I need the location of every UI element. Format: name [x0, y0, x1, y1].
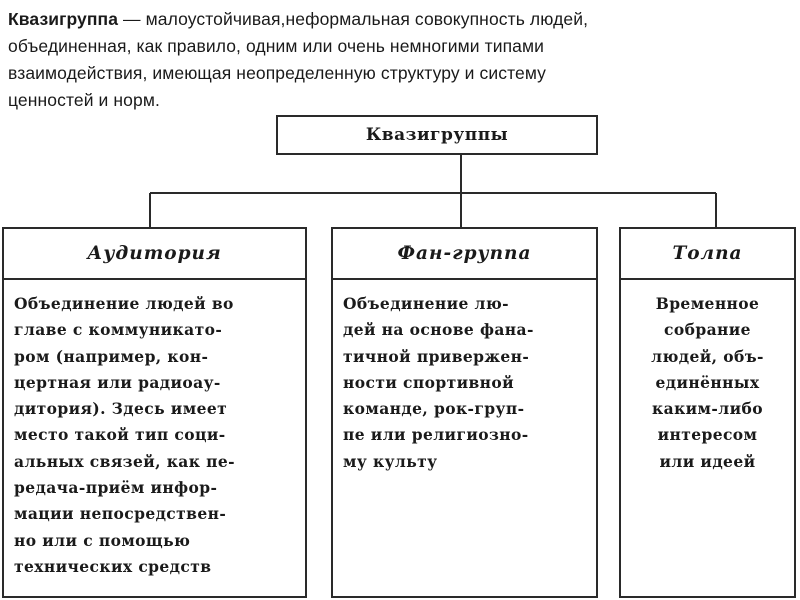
intro-line: объединенная, как правило, одним или очень немногими типами	[8, 36, 544, 56]
node-description	[2, 278, 307, 598]
intro-line: ценностей и норм.	[8, 90, 160, 110]
description-line: пе или религиозно-	[343, 425, 529, 445]
description-line: технических средств	[14, 556, 212, 576]
description-line: Временное	[655, 294, 760, 313]
node-auditoriya	[2, 227, 307, 598]
description-line: му культу	[343, 451, 438, 471]
description-line: мации непосредствен-	[14, 504, 227, 524]
node-fan-gruppa	[331, 227, 598, 598]
description-line: ром (например, кон-	[14, 346, 209, 366]
description-line: или идеей	[659, 451, 756, 471]
description-line: но или с помощью	[14, 530, 191, 550]
description-line: главе с коммуникато-	[14, 320, 223, 340]
description-line: ности спортивной	[343, 372, 515, 392]
intro-line: — малоустойчивая,неформальная совокупность людей,	[118, 9, 589, 29]
description-line: Объединение людей во	[14, 294, 234, 313]
node-description	[619, 278, 796, 598]
description-line: интересом	[657, 425, 758, 445]
description-line: место такой тип соци-	[14, 425, 226, 445]
node-title: Толпа	[619, 227, 796, 280]
description-line: каким-либо	[652, 399, 763, 419]
description-line: тичной привержен-	[343, 346, 530, 366]
description-line: цертная или радиоау-	[14, 372, 221, 392]
description-line: Объединение лю-	[343, 294, 509, 313]
intro-line: взаимодействия, имеющая неопределенную структуру и систему	[8, 63, 547, 83]
root-node-label: Квазигруппы	[365, 125, 509, 145]
node-description	[331, 278, 598, 598]
description-line: дитория). Здесь имеет	[14, 399, 228, 419]
node-title: Аудитория	[2, 227, 307, 280]
node-tolpa	[619, 227, 796, 598]
node-title: Фан-группа	[331, 227, 598, 280]
root-node	[276, 115, 598, 155]
description-line: команде, рок-груп-	[343, 399, 525, 419]
description-line: альных связей, как пе-	[14, 451, 235, 471]
description-line: собрание	[664, 320, 751, 340]
description-line: единённых	[655, 372, 760, 392]
intro-term: Квазигруппа	[8, 9, 119, 29]
description-line: редача-приём инфор-	[14, 478, 218, 498]
description-line: дей на основе фана-	[343, 320, 534, 340]
description-line: людей, объ-	[651, 346, 764, 366]
